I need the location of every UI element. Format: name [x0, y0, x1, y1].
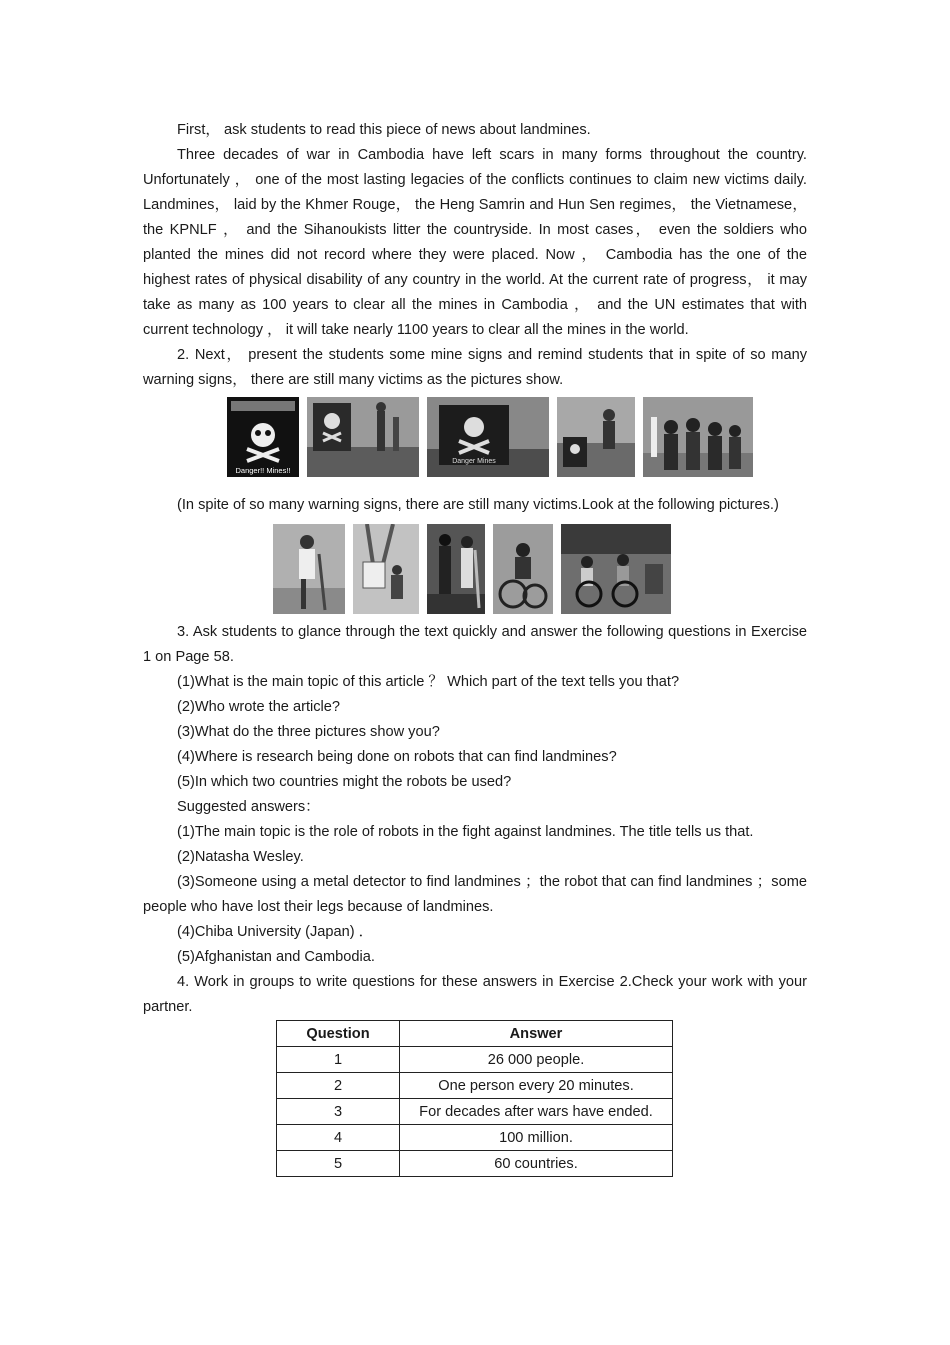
answer-cell: 100 million. — [400, 1125, 673, 1151]
table-row — [277, 1099, 673, 1125]
svg-text:Danger Mines: Danger Mines — [452, 458, 496, 465]
victim-photo — [561, 524, 671, 614]
mine-sign-photo — [427, 397, 549, 477]
question-2: (2)Who wrote the article? — [177, 699, 341, 715]
news-paragraph: Three decades of war in Cambodia have left scars in many forms throughout the country. Unfortunately ， one of the most lasting legacies of the conflicts continues to claim new victims daily. Landmines， laid by the Khmer Rouge， the Heng Samrin and Hun Sen regimes， the Vietnamese， the KPNLF ， and the Sihanoukists litter the countryside. In most cases， even the soldiers who planted the mines did not record where they were placed. Now ， Cambodia has the one of the highest rates of physical disability of any country in the world. At the current rate of progress， it may take as many as 100 years to clear all the mines in Cambodia ， and the UN estimates that with current technology ， it will take nearly 1100 years to clear all the mines in the world. — [143, 147, 807, 338]
table-row — [277, 1125, 673, 1151]
table-row — [277, 1047, 673, 1073]
question-5: (5)In which two countries might the robots be used? — [177, 774, 512, 790]
step-4-text: 4. Work in groups to write questions for these answers in Exercise 2.Check your work with your partner. — [143, 974, 807, 1015]
mine-signs-photo-row — [227, 397, 807, 477]
question-number: 1 — [277, 1047, 400, 1073]
answer-cell: One person every 20 minutes. — [400, 1073, 673, 1099]
victim-photo — [493, 524, 553, 614]
mine-sign-photo — [643, 397, 753, 477]
sign-text: Danger!! Mines!! — [235, 466, 291, 475]
intro-first: First， ask students to read this piece of news about landmines. — [177, 122, 591, 138]
answer-cell: 26 000 people. — [400, 1047, 673, 1073]
suggested-answers-label: Suggested answers： — [177, 799, 320, 815]
table-row — [277, 1073, 673, 1099]
header-question: Question — [277, 1021, 400, 1047]
victims-photo-row — [273, 524, 807, 614]
question-number: 3 — [277, 1099, 400, 1125]
answer-cell: For decades after wars have ended. — [400, 1099, 673, 1125]
mine-sign-photo — [227, 397, 299, 477]
victim-photo — [427, 524, 485, 614]
mine-sign-photo — [307, 397, 419, 477]
question-number: 2 — [277, 1073, 400, 1099]
skull-sign-icon — [227, 397, 299, 477]
header-answer: Answer — [400, 1021, 673, 1047]
mine-sign-photo — [557, 397, 635, 477]
answer-cell: 60 countries. — [400, 1151, 673, 1177]
answer-2: (2)Natasha Wesley. — [177, 849, 304, 865]
answers-table — [276, 1020, 673, 1177]
step-3-text: 3. Ask students to glance through the text quickly and answer the following questions in Exercise 1 on Page 58. — [143, 624, 807, 665]
victim-photo — [353, 524, 419, 614]
answer-4: (4)Chiba University (Japan) ． — [177, 924, 374, 940]
table-row — [277, 1151, 673, 1177]
answer-1: (1)The main topic is the role of robots in the fight against landmines. The title tells us that. — [177, 824, 754, 840]
document-page — [143, 118, 807, 1177]
question-number: 4 — [277, 1125, 400, 1151]
step-2-text: 2. Next， present the students some mine signs and remind students that in spite of so many warning signs， there are still many victims as the pictures show. — [143, 347, 807, 388]
table-header-row — [277, 1021, 673, 1047]
question-4: (4)Where is research being done on robots that can find landmines? — [177, 749, 617, 765]
answer-5: (5)Afghanistan and Cambodia. — [177, 949, 375, 965]
answer-3: (3)Someone using a metal detector to find landmines ；the robot that can find landmines ；some people who have lost their legs because of landmines. — [143, 874, 807, 915]
question-1: (1)What is the main topic of this article ？ Which part of the text tells you that? — [177, 674, 680, 690]
pictures-caption: (In spite of so many warning signs, there are still many victims.Look at the following pictures.) — [177, 497, 779, 513]
victim-photo — [273, 524, 345, 614]
question-3: (3)What do the three pictures show you? — [177, 724, 440, 740]
question-number: 5 — [277, 1151, 400, 1177]
